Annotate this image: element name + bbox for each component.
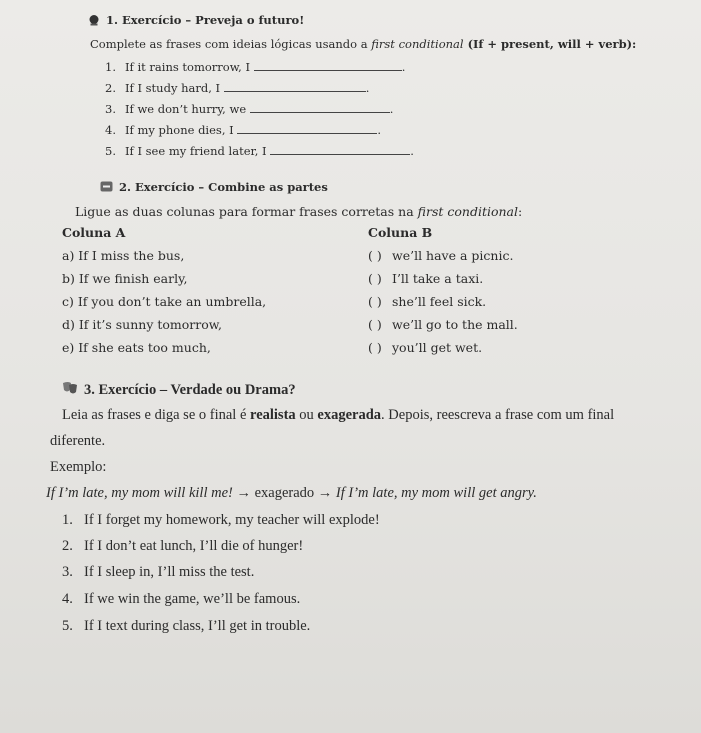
- ex1-item-3: 3. If we don’t hurry, we .: [105, 102, 394, 116]
- col-b-item: ( ) I’ll take a taxi.: [368, 271, 484, 286]
- example-label: Exemplo:: [50, 459, 107, 475]
- match-box[interactable]: ( ): [368, 317, 382, 332]
- drama-masks-icon: [62, 381, 78, 400]
- col-b-header: Coluna B: [368, 225, 433, 240]
- ex1-instruction: Complete as frases com ideias lógicas usando a first conditional (If + present, will + verb):: [90, 37, 637, 51]
- match-box[interactable]: ( ): [368, 248, 382, 263]
- crystal-ball-icon: [88, 14, 100, 29]
- ex3-item-1: 1. If I forget my homework, my teacher will explode!: [62, 512, 380, 528]
- answer-blank[interactable]: [237, 123, 377, 134]
- col-b-item: ( ) we’ll have a picnic.: [368, 248, 514, 263]
- ex1-item-5: 5. If I see my friend later, I .: [105, 144, 414, 158]
- col-b-item: ( ) she’ll feel sick.: [368, 294, 487, 309]
- answer-blank[interactable]: [254, 60, 402, 71]
- link-icon: [100, 181, 113, 195]
- col-b-item: ( ) you’ll get wet.: [368, 340, 483, 355]
- ex1-item-1: 1. If it rains tomorrow, I .: [105, 60, 406, 74]
- ex3-item-2: 2. If I don’t eat lunch, I’ll die of hunger!: [62, 538, 304, 554]
- match-box[interactable]: ( ): [368, 294, 382, 309]
- col-a-item: a) If I miss the bus,: [62, 248, 185, 263]
- answer-blank[interactable]: [224, 81, 366, 92]
- col-b-item: ( ) we’ll go to the mall.: [368, 317, 518, 332]
- ex3-item-5: 5. If I text during class, I’ll get in trouble.: [62, 618, 311, 634]
- example-sentence: If I’m late, my mom will kill me! → exagerado → If I’m late, my mom will get angry.: [46, 485, 537, 501]
- answer-blank[interactable]: [270, 144, 410, 155]
- ex3-instruction-line2: diferente.: [50, 433, 106, 449]
- ex2-instruction: Ligue as duas colunas para formar frases corretas na first conditional:: [75, 204, 523, 219]
- match-box[interactable]: ( ): [368, 340, 382, 355]
- ex1-item-2: 2. If I study hard, I .: [105, 81, 370, 95]
- match-box[interactable]: ( ): [368, 271, 382, 286]
- ex1-item-4: 4. If my phone dies, I .: [105, 123, 381, 137]
- ex3-item-3: 3. If I sleep in, I’ll miss the test.: [62, 564, 255, 580]
- col-a-item: b) If we finish early,: [62, 271, 188, 286]
- col-a-item: c) If you don’t take an umbrella,: [62, 294, 267, 309]
- ex2-title: 2. Exercício – Combine as partes: [100, 180, 328, 195]
- answer-blank[interactable]: [250, 102, 390, 113]
- col-a-item: d) If it’s sunny tomorrow,: [62, 317, 222, 332]
- ex3-instruction-line1: Leia as frases e diga se o final é realista ou exagerada. Depois, reescreva a frase com um final: [62, 407, 615, 423]
- ex3-title: 3. Exercício – Verdade ou Drama?: [62, 381, 296, 400]
- col-a-item: e) If she eats too much,: [62, 340, 211, 355]
- ex3-item-4: 4. If we win the game, we’ll be famous.: [62, 591, 301, 607]
- col-a-header: Coluna A: [62, 225, 126, 240]
- ex1-title: 1. Exercício – Preveja o futuro!: [88, 13, 304, 29]
